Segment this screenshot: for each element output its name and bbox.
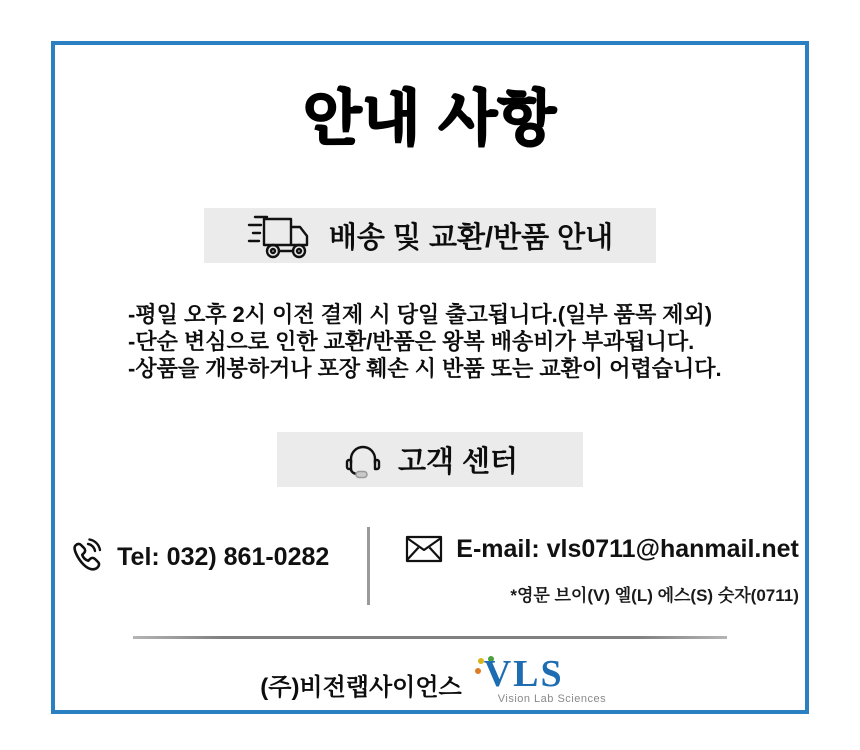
email-group (404, 533, 799, 565)
headset-icon (342, 439, 384, 481)
logo-dot-orange (475, 668, 481, 674)
vls-logo (470, 653, 607, 709)
shipping-section-title: 배송 및 교환/반품 안내 (328, 222, 614, 254)
logo-text: VLS (483, 653, 564, 695)
contact-row (61, 527, 799, 606)
email-note: *영문 브이(V) 엘(L) 에스(S) 숫자(0711) (510, 586, 799, 605)
footer-row (260, 653, 607, 709)
shipping-note-line: -평일 오후 2시 이전 결제 시 당일 출고됩니다.(일부 품목 제외) (128, 302, 713, 327)
page-title: 안내 사항 (303, 85, 557, 152)
shipping-section-header (204, 208, 656, 263)
tel-text: Tel: 032) 861-0282 (117, 542, 330, 571)
tel-group (61, 535, 367, 579)
email-column (370, 527, 799, 606)
customer-center-title: 고객 센터 (397, 446, 519, 478)
truck-icon (247, 211, 315, 261)
envelope-icon (404, 533, 444, 565)
email-text: E-mail: vls0711@hanmail.net (456, 534, 799, 563)
logo-subtext: Vision Lab Sciences (497, 693, 607, 705)
company-name: (주)비전랩사이언스 (260, 673, 462, 701)
phone-icon (61, 535, 105, 579)
footer-divider (133, 636, 727, 639)
shipping-note-line: -상품을 개봉하거나 포장 훼손 시 반품 또는 교환이 어렵습니다. (128, 356, 722, 381)
shipping-note-line: -단순 변심으로 인한 교환/반품은 왕복 배송비가 부과됩니다. (128, 329, 695, 354)
notice-card (51, 41, 809, 714)
customer-center-header (277, 432, 583, 487)
shipping-notes (128, 301, 732, 382)
